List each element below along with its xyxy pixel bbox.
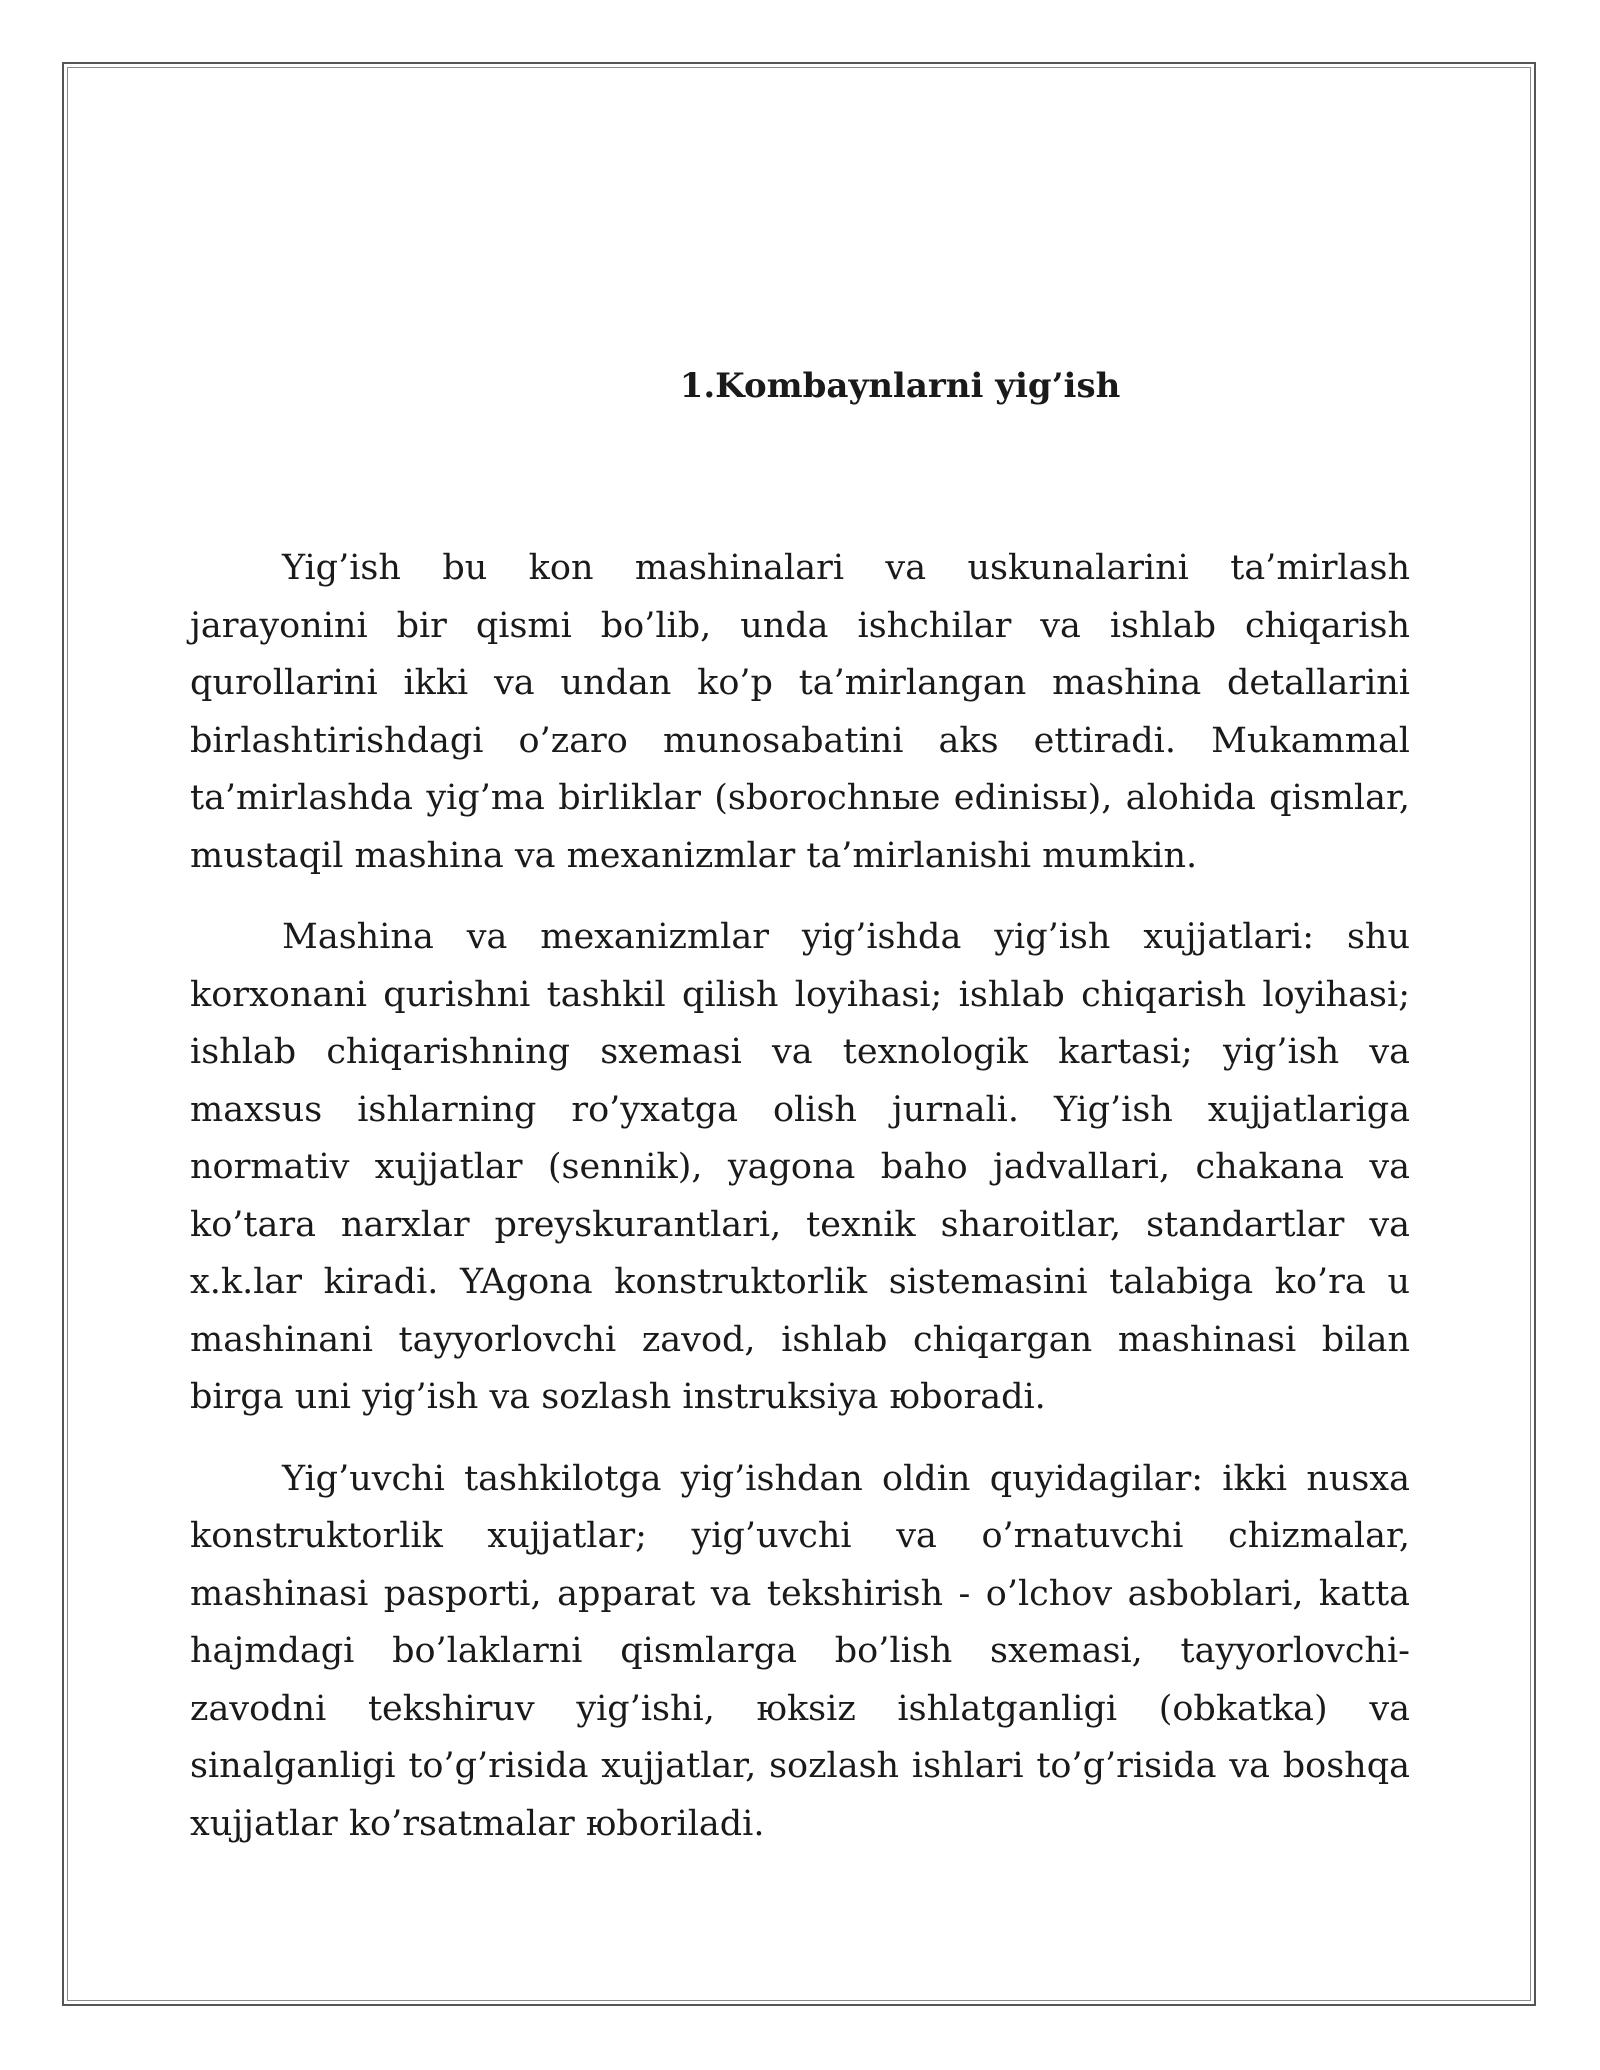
document-title: 1.Kombaynlarni yig’ish	[679, 366, 1121, 406]
document-body	[190, 360, 1410, 1877]
paragraph-3: Yig’uvchi tashkilotga yig’ishdan oldin quyidagilar: ikki nusxa konstruktorlik xujjatlar; yig’uvchi va o’rnatuvchi chizmalar, mashinasi pasporti, apparat va tekshirish - o’lchov asboblari, katta hajmdagi bo’laklarni qismlarga bo’lish sxemasi, tayyorlovchi-zavodni tekshiruv yig’ishi, юksiz ishlatganligi (obkatka) va sinalganligi to’g’risida xujjatlar, sozlash ishlari to’g’risida va boshqa xujjatlar ko’rsatmalar юboriladi.	[190, 1458, 1410, 1844]
paragraph-2: Mashina va mexanizmlar yig’ishda yig’ish xujjatlari: shu korxonani qurishni tashkil qilish loyihasi; ishlab chiqarish loyihasi; ishlab chiqarishning sxemasi va texnologik kartasi; yig’ish va maxsus ishlarning ro’yxatga olish jurnali. Yig’ish xujjatlariga normativ xujjatlar (sennik), yagona baho jadvallari, chakana va ko’tara narxlar preyskurantlari, texnik sharoitlar, standartlar va x.k.lar kiradi. YAgona konstruktorlik sistemasini talabiga ko’ra u mashinani tayyorlovchi zavod, ishlab chiqargan mashinasi bilan birga uni yig’ish va sozlash instruksiya юboradi.	[190, 917, 1410, 1417]
paragraph-1: Yig’ish bu kon mashinalari va uskunalarini ta’mirlash jarayonini bir qismi bo’lib, unda ishchilar va ishlab chiqarish qurollarini ikki va undan ko’p ta’mirlangan mashina detallarini birlashtirishdagi o’zaro munosabatini aks ettiradi. Mukammal ta’mirlashda yig’ma birliklar (sborochnыe edinisы), alohida qismlar, mustaqil mashina va mexanizmlar ta’mirlanishi mumkin.	[190, 548, 1410, 876]
